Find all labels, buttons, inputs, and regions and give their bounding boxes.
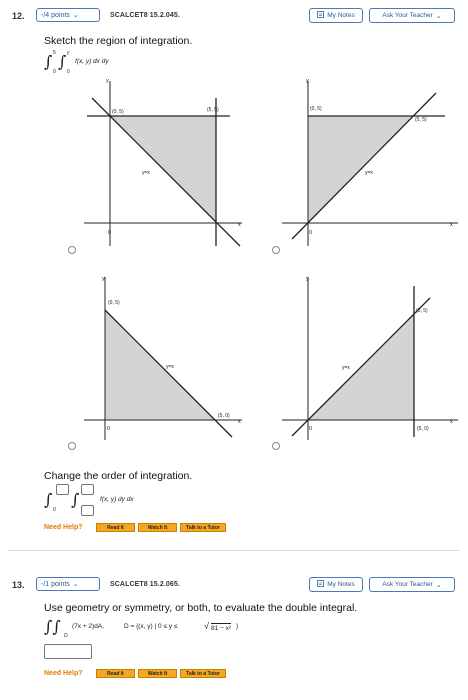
ask-teacher-button[interactable] <box>369 577 455 592</box>
points-label: -/4 points <box>41 11 70 19</box>
line-label: y=x <box>142 170 150 176</box>
integral-subscript: D <box>64 633 68 639</box>
question-number: 12. <box>12 11 25 21</box>
integral-sign: ∫ <box>71 490 80 509</box>
my-notes-label: My Notes <box>327 12 355 19</box>
watch-it-button[interactable]: Watch It <box>138 523 177 532</box>
upper-limit-input[interactable] <box>81 484 94 495</box>
integrand: (7x + 2)dA, <box>72 623 104 630</box>
lower-limit: 0 <box>53 69 56 75</box>
my-notes-button[interactable] <box>309 577 363 592</box>
chevron-down-icon: ⌄ <box>435 12 442 20</box>
lower-limit: 0 <box>67 69 70 75</box>
answer-radio[interactable] <box>68 246 76 254</box>
need-help-label: Need Help? <box>44 670 83 677</box>
upper-limit-input[interactable] <box>56 484 69 495</box>
corner-label: (0, 5) <box>310 106 322 112</box>
question-code: SCALCET8 15.2.045. <box>110 12 180 19</box>
read-it-button[interactable]: Read It <box>96 523 135 532</box>
corner-label: (0, 5) <box>108 300 120 306</box>
origin-label: 0 <box>309 426 313 432</box>
integrand: f(x, y) dx dy <box>75 58 109 65</box>
domain-close: } <box>236 623 239 630</box>
upper-limit: y <box>67 50 70 56</box>
ask-teacher-label: Ask Your Teacher <box>382 12 433 19</box>
answer-radio[interactable] <box>272 246 280 254</box>
corner-label: (5, 0) <box>417 426 429 432</box>
x-axis-label: x <box>450 222 453 228</box>
corner-label: (0, 5) <box>112 109 124 115</box>
domain-definition: D = {(x, y) | 0 ≤ y ≤ <box>124 623 178 630</box>
points-label: -/1 points <box>41 580 70 588</box>
region-graph-2 <box>280 76 462 248</box>
need-help-label: Need Help? <box>44 524 83 531</box>
y-axis-label: y <box>106 78 109 84</box>
question-code: SCALCET8 15.2.065. <box>110 581 180 588</box>
line-label: y=x <box>166 364 174 370</box>
answer-radio[interactable] <box>272 442 280 450</box>
notes-icon <box>317 580 324 589</box>
points-dropdown[interactable] <box>36 8 100 22</box>
my-notes-button[interactable] <box>309 8 363 23</box>
read-it-button[interactable]: Read It <box>96 669 135 678</box>
x-axis-label: x <box>238 419 241 425</box>
chevron-down-icon: ⌄ <box>435 581 442 589</box>
integral-sign: ∫ <box>44 490 53 509</box>
line-label: y=x <box>342 365 350 371</box>
ask-teacher-label: Ask Your Teacher <box>382 581 433 588</box>
y-axis-label: y <box>306 276 309 282</box>
integral-sign: ∫ <box>44 52 53 71</box>
change-order-expression <box>44 484 204 518</box>
points-dropdown[interactable] <box>36 577 100 591</box>
lower-limit-input[interactable] <box>81 505 94 516</box>
my-notes-label: My Notes <box>327 581 355 588</box>
talk-tutor-button[interactable]: Talk to a Tutor <box>180 669 226 678</box>
integrand: f(x, y) dy dx <box>100 496 134 503</box>
notes-icon <box>317 11 324 20</box>
integral-expression <box>44 50 184 78</box>
answer-radio[interactable] <box>68 442 76 450</box>
corner-label: (5, 5) <box>416 308 428 314</box>
region-graph-4 <box>280 272 462 444</box>
watch-it-button[interactable]: Watch It <box>138 669 177 678</box>
corner-label: (5, 5) <box>207 107 219 113</box>
x-axis-label: x <box>450 419 453 425</box>
change-order-prompt: Change the order of integration. <box>44 470 193 482</box>
corner-label: (5, 5) <box>415 117 427 123</box>
x-axis-label: x <box>238 222 241 228</box>
upper-limit: 5 <box>53 50 56 56</box>
question-prompt: Use geometry or symmetry, or both, to evaluate the double integral. <box>44 602 358 614</box>
origin-label: 0 <box>108 230 112 236</box>
origin-label: 0 <box>107 426 111 432</box>
chevron-down-icon: ⌄ <box>72 581 79 588</box>
sqrt-body: 81 − x² <box>211 625 232 632</box>
line-label: y=x <box>365 170 373 176</box>
question-number: 13. <box>12 580 25 590</box>
y-axis-label: y <box>306 78 309 84</box>
integral-sign: ∫ <box>58 52 67 71</box>
divider <box>8 550 460 551</box>
region-graph-3 <box>82 272 244 444</box>
region-graph-1 <box>82 76 244 248</box>
double-integral-expression <box>44 616 304 640</box>
question-prompt: Sketch the region of integration. <box>44 35 193 47</box>
lower-limit: 0 <box>53 507 56 513</box>
sqrt-icon: √ <box>204 621 209 631</box>
answer-input[interactable] <box>44 644 92 659</box>
y-axis-label: y <box>102 276 105 282</box>
ask-teacher-button[interactable] <box>369 8 455 23</box>
talk-tutor-button[interactable]: Talk to a Tutor <box>180 523 226 532</box>
origin-label: 0 <box>309 230 313 236</box>
corner-label: (5, 0) <box>218 413 230 419</box>
chevron-down-icon: ⌄ <box>72 12 79 19</box>
integral-sign: ∫∫ <box>44 617 61 636</box>
